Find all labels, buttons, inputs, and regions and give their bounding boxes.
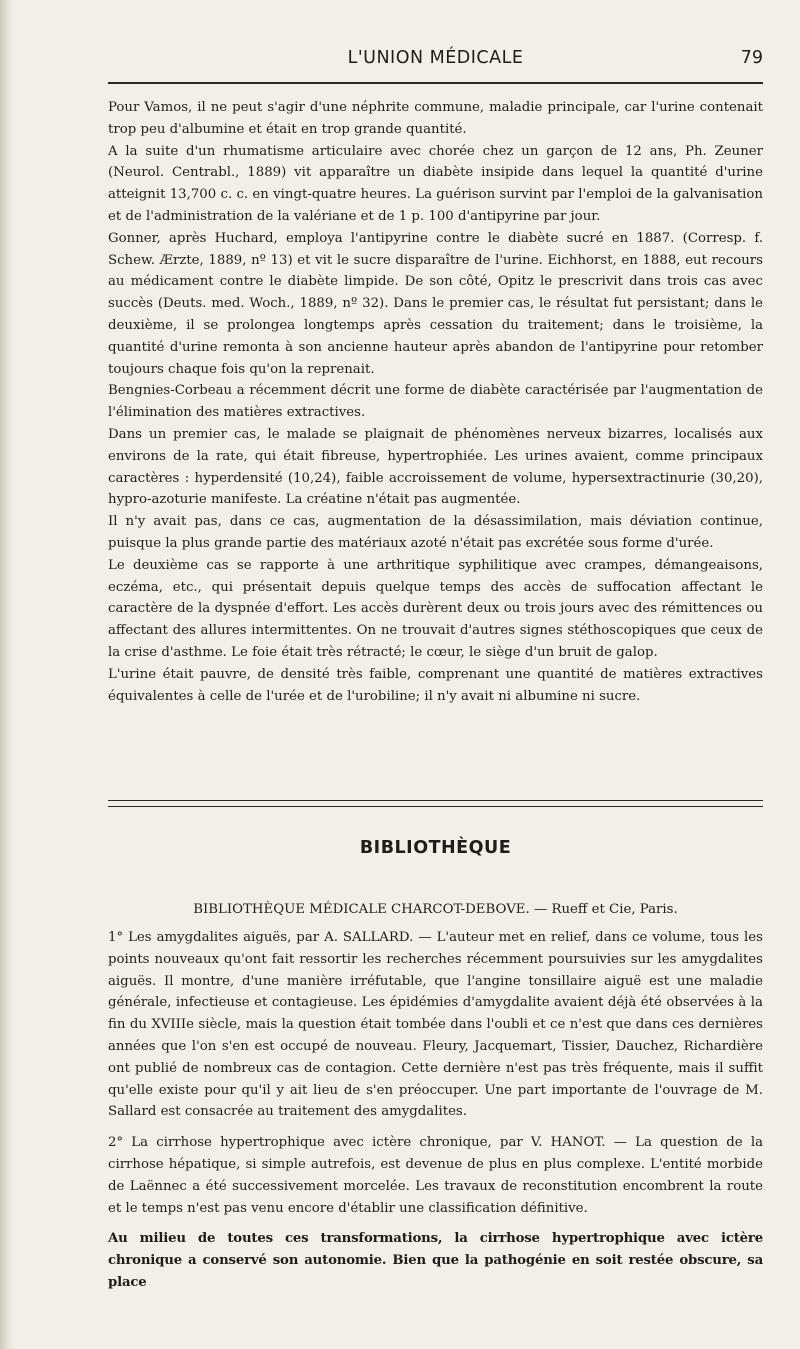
- running-header: [108, 48, 763, 78]
- paragraph: L'urine était pauvre, de densité très faible, comprenant une quantité de matières extractives équivalentes à celle de l'urée et de l'urobiline; il n'y avait ni albumine ni sucre.: [108, 666, 763, 704]
- paragraph: Dans un premier cas, le malade se plaignait de phénomènes nerveux bizarres, localisés aux environs de la rate, qui était fibreuse, hypertrophiée. Les urines avaient, comme principaux caractères : hyperdensité (10,24), faible accroissement de volume, hypersextractinurie (30,20), hypro-azoturie manifeste. La créatine n'était pas augmentée.: [108, 426, 763, 508]
- page-number: 79: [740, 48, 763, 68]
- header-rule: [108, 82, 763, 84]
- bibliography-entry: 2° La cirrhose hypertrophique avec ictère chronique, par V. HANOT. — La question de la cirrhose hépatique, si simple autrefois, est devenue de plus en plus complexe. L'entité morbide de Laënnec a été successivement morcelée. Les travaux de reconstitution encombrent la route et le temps n'est pas venu encore d'établir une classification définitive.: [108, 1135, 763, 1216]
- running-title: L'UNION MÉDICALE: [347, 48, 524, 68]
- paragraph: Pour Vamos, il ne peut s'agir d'une néphrite commune, maladie principale, car l'urine contenait trop peu d'albumine et était en trop grande quantité.: [108, 100, 763, 137]
- paragraph: Le deuxième cas se rapporte à une arthritique syphilitique avec crampes, démangeaisons, eczéma, etc., qui présentait depuis quelque temps des accès de suffocation affectant le caractère de la dyspnée d'effort. Les accès durèrent deux ou trois jours avec des rémittences ou affectant des allures intermittentes. On ne trouvait d'autres signes stéthoscopiques que ceux de la crise d'asthme. Le foie était très rétracté; le cœur, le siège d'un bruit de galop.: [108, 557, 763, 660]
- bibliography-entries: [108, 927, 763, 1294]
- paragraph: Il n'y avait pas, dans ce cas, augmentation de la désassimilation, mais déviation continue, puisque la plus grande partie des matériaux azoté n'était pas excrétée sous forme d'urée.: [108, 514, 763, 551]
- section-divider: [108, 800, 763, 807]
- page-binding-shadow: [0, 0, 14, 1349]
- bibliography-entry: Au milieu de toutes ces transformations, la cirrhose hypertrophique avec ictère chronique a conservé son autonomie. Bien que la pathogénie en soit restée obscure, sa place: [108, 1231, 763, 1290]
- bibliography-publisher-heading: BIBLIOTHÈQUE MÉDICALE CHARCOT-DEBOVE. — Rueff et Cie, Paris.: [193, 902, 678, 917]
- paragraph: Bengnies-Corbeau a récemment décrit une forme de diabète caractérisée par l'augmentation de l'élimination des matières extractives.: [108, 383, 763, 421]
- section-title: BIBLIOTHÈQUE: [359, 838, 512, 858]
- bibliography-entry: 1° Les amygdalites aiguës, par A. SALLARD. — L'auteur met en relief, dans ce volume, tous les points nouveaux qu'ont fait ressortir les recherches récemment poursuivies sur les amygdalites aiguës. Il montre, d'une manière irréfutable, que l'angine tonsillaire aiguë est une maladie générale, infectieuse et contagieuse. Les épidémies d'amygdalite avaient déjà été observées à la fin du XVIIIe siècle, mais la question était tombée dans l'oubli et ce n'est que dans ces dernières années que l'on s'en est occupé de nouveau. Fleury, Jacquemart, Tissier, Dauchez, Richardière ont publié de nombreux cas de contagion. Cette dernière n'est pas très fréquente, mais il suffit qu'elle existe pour qu'il y ait lieu de s'en préoccuper. Une part importante de l'ouvrage de M. Sallard est consacrée au traitement des amygdalites.: [108, 930, 763, 1120]
- paragraph: Gonner, après Huchard, employa l'antipyrine contre le diabète sucré en 1887. (Corresp. f. Schew. Ærzte, 1889, nº 13) et vit le sucre disparaître de l'urine. Eichhorst, en 1888, eut recours au médicament contre le diabète limpide. De son côté, Opitz le prescrivit dans trois cas avec succès (Deuts. med. Woch., 1889, nº 32). Dans le premier cas, le résultat fut persistant; dans le deuxième, il se prolongea longtemps après cessation du traitement; dans le troisième, la quantité d'urine remonta à son ancienne hauteur après abandon de l'antipyrine pour retomber toujours chaque fois qu'on la reprenait.: [108, 230, 763, 377]
- paragraph: A la suite d'un rhumatisme articulaire avec chorée chez un garçon de 12 ans, Ph. Zeuner (Neurol. Centrabl., 1889) vit apparaître un diabète insipide dans lequel la quantité d'urine atteignit 13,700 c. c. en vingt-quatre heures. La guérison survint par l'emploi de la galvanisation et de l'administration de la valériane et de 1 p. 100 d'antipyrine par jour.: [108, 143, 763, 224]
- article-continuation: [108, 97, 763, 707]
